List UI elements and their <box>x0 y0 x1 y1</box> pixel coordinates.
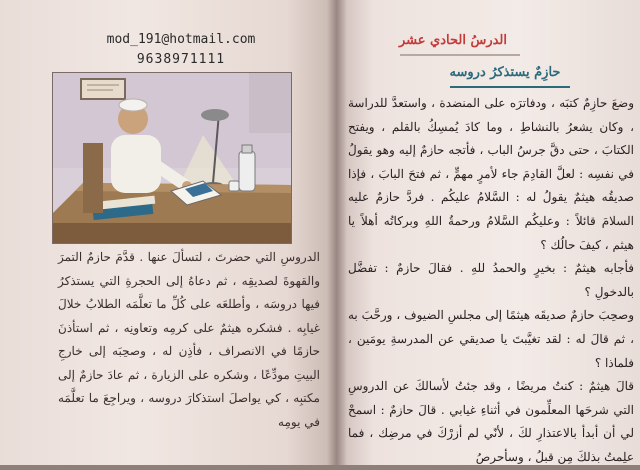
watermark <box>86 30 276 70</box>
boy-cap <box>119 99 147 111</box>
lamp-shade <box>201 109 229 121</box>
watermark-phone: 9638971111 <box>136 52 226 67</box>
lesson-number-rule <box>400 54 520 56</box>
chair <box>83 143 103 213</box>
right-page-text <box>348 92 634 470</box>
boy-studying-illustration <box>53 73 291 243</box>
watermark-email: mod_191@hotmail.com <box>106 32 256 47</box>
right-paragraph: وصحِبَ حازمٌ صديقَه هيثمًا إلى مجلسِ الضيوف ، ورحَّبَ به ، ثم قالَ له : لقد تغيَّبتَ يا صديقي عن المدرسةِ يومَين ، فلماذا ؟ <box>348 308 634 370</box>
left-page-text <box>58 246 320 434</box>
lesson-number: الدرسُ الحادي عشر <box>398 33 507 48</box>
left-paragraph: الدروسِ التي حضرتَ ، لتسألَ عنها . قدَّمَ حازمٌ التمرَ والقهوةَ لصديقِه ، ثم دعاهُ إلى الحجرةِ التي يستذكرُ فيها دروسَه ، وأطلعَه على كُلِّ ما تعلَّمَه الطلابُ خلالَ غيابِه . فشكره هيثمٌ على كرمِه وتعاونِه ، ثم استأذنَ حازمًا في الانصراف ، فأذِن له ، وصحِبَه إلى خارجِ البيتِ مودِّعًا ، وشكره على الزيارة ، ثم عادَ حازمٌ إلى مكتبِه ، كي يواصلَ استذكارَ دروسه ، ويراجِعَ ما تعلَّمَه في يومِه <box>58 250 320 429</box>
lesson-title-underline <box>450 86 570 88</box>
right-paragraph: قالَ هيثمٌ : كنتُ مريضًا ، وقد جئتُ لأسالكَ عن الدروسِ التي شرحَها المعلِّمون في أثناءِ غيابي . قالَ حازمٌ : اسمحْ لي أن أبدأ بالاعتذارِ لكَ ، لأنّي لم أزرْكَ في مرضِك ، فما علِمتُ بذلكَ مِن قبلُ ، وسأحرصُ <box>348 379 634 464</box>
right-paragraph: وضعَ حازِمٌ كتبَه ، ودفاترَه على المنضدة ، واستعدَّ للدراسة ، وكان يشعرُ بالنشاطِ ، وما كادَ يُمسِكُ بالقلم ، ويفتح الكتابَ ، حتى دقَّ جرسُ الباب ، فأتجه حازمٌ إليه وهو يقولُ في نفسِه : لعلَّ القادِمَ جاء لأمرٍ مهمٍّ ، ثم فتحَ البابَ ، فإذا صديقُه هيثمٌ يقولُ له : السَّلامُ عليكُم . فردَّ حازمٌ عليه السلامَ قائلاً : وعليكُم السَّلامُ ورحمةُ اللهِ وبركاتُه أهلاً يا هيثم ، كيفَ حالُك ؟ <box>348 96 634 252</box>
cup <box>229 181 239 191</box>
desk-front <box>53 223 291 243</box>
thermos <box>239 151 255 191</box>
wall-window <box>249 73 291 133</box>
lesson-illustration <box>52 72 292 244</box>
book-gutter <box>327 0 347 465</box>
right-paragraph: فأجابه هيثمٌ : بخيرٍ والحمدُ للهِ . فقالَ حازمٌ : تفضَّل بالدخولِ ؟ <box>348 261 634 299</box>
lesson-title: حازِمٌ يستذكرُ دروسه <box>449 65 561 80</box>
wall-frame <box>81 79 125 99</box>
